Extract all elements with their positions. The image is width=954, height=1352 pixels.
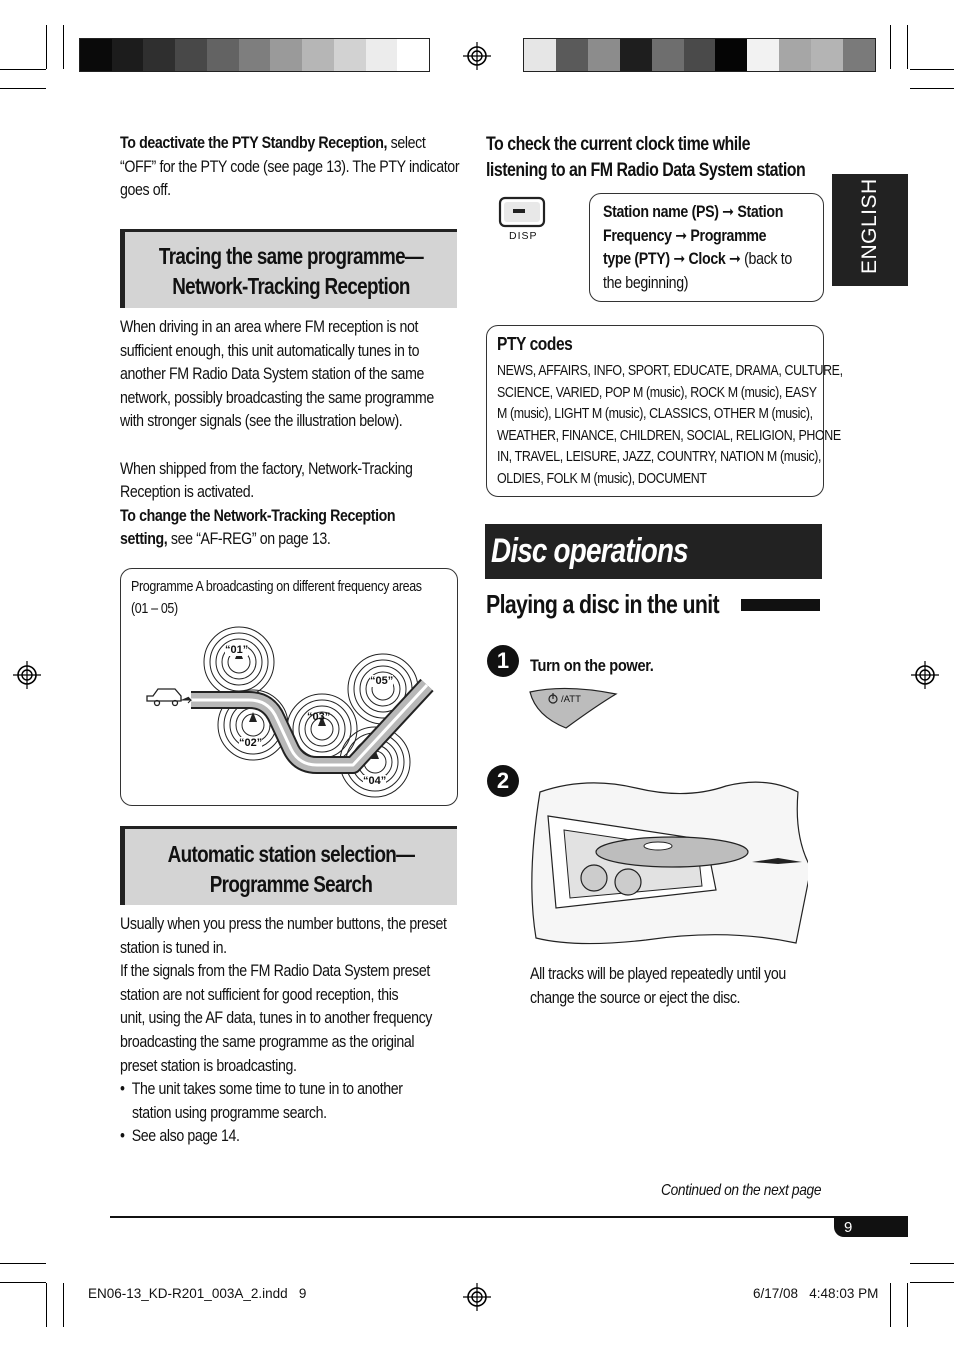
- bullet-text: station using programme search.: [132, 1103, 327, 1122]
- step-2-line: All tracks will be played repeatedly until you: [530, 965, 786, 983]
- pty-line: NEWS, AFFAIRS, INFO, SPORT, EDUCATE, DRAMA, CULTURE,: [497, 363, 843, 379]
- pty-line: OLDIES, FOLK M (music), DOCUMENT: [497, 470, 707, 487]
- title-rule: [741, 599, 820, 611]
- bullet-text: See also page 14.: [131, 1127, 240, 1146]
- change-setting-bold: To change the Network-Tracking Reception: [120, 506, 396, 525]
- body-line: If the signals from the FM Radio Data System preset: [120, 962, 430, 981]
- cycle-tail: the beginning): [603, 273, 689, 292]
- area-label: “01”: [225, 644, 249, 656]
- section-title: Automatic station selection—: [167, 841, 415, 867]
- color-patch: [588, 39, 620, 71]
- cycle-item: type (PTY): [603, 250, 670, 269]
- color-patch: [112, 39, 144, 71]
- color-patch: [302, 39, 334, 71]
- step-1-text-wrap: [530, 654, 674, 678]
- step-number: 1: [496, 648, 510, 673]
- clock-heading-line: To check the current clock time while: [486, 134, 750, 155]
- step-2-number: [487, 765, 519, 797]
- color-patch: [747, 39, 779, 71]
- english-side-tab: [832, 174, 908, 286]
- deactivate-text: goes off.: [120, 181, 171, 200]
- cycle-item: Clock: [688, 250, 726, 269]
- body-line: Reception is activated.: [120, 483, 254, 502]
- registration-mark-icon: [911, 661, 939, 689]
- section-heading-programme-search: [120, 826, 457, 905]
- power-att-button-icon: [526, 686, 620, 732]
- color-patch: [397, 39, 429, 71]
- pty-codes-box: [486, 325, 843, 497]
- color-patch: [843, 39, 875, 71]
- color-patch: [556, 39, 588, 71]
- color-bar-left: [79, 38, 430, 72]
- color-patch: [175, 39, 207, 71]
- playing-title: Playing a disc in the unit: [486, 589, 719, 619]
- body-line: network, possibly broadcasting the same programme: [120, 388, 434, 407]
- pty-line: IN, TRAVEL, LEISURE, JAZZ, COUNTRY, NATION M (music),: [497, 449, 822, 466]
- body-line: When shipped from the factory, Network-Tracking: [120, 459, 413, 478]
- programme-search-body: [120, 913, 465, 1149]
- change-setting-bold: setting,: [120, 530, 168, 549]
- body-line: station are not sufficient for good reception, this: [120, 985, 399, 1004]
- color-patch: [334, 39, 366, 71]
- color-patch: [366, 39, 398, 71]
- section-heading-network-tracking: [120, 229, 457, 308]
- step-2-text: [530, 963, 828, 1010]
- cycle-tail: (back to: [744, 250, 792, 269]
- footer-file: EN06-13_KD-R201_003A_2.indd 9: [88, 1286, 307, 1301]
- network-tracking-body: [120, 316, 465, 552]
- deactivate-bold: To deactivate the PTY Standby Reception,: [120, 134, 388, 152]
- cycle-item: Frequency: [603, 226, 672, 245]
- step-1-number: [487, 645, 519, 677]
- pty-title: PTY codes: [497, 333, 573, 354]
- color-patch: [207, 39, 239, 71]
- clock-heading-line: listening to an FM Radio Data System station: [486, 159, 806, 181]
- deactivate-paragraph: [120, 132, 465, 203]
- color-bar-right: [523, 38, 876, 72]
- footer-date: 6/17/08 4:48:03 PM: [753, 1286, 879, 1301]
- footer-rule: [110, 1216, 908, 1218]
- registration-mark-icon: [13, 661, 41, 689]
- area-01-circles: [204, 627, 274, 697]
- pty-line: M (music), LIGHT M (music), CLASSICS, OTHER M (music),: [497, 406, 813, 423]
- body-line: sufficient enough, this unit automatically tunes in to: [120, 341, 420, 360]
- bullet-item: • The unit takes some time to tune in to another: [120, 1080, 403, 1099]
- area-label: “03”: [307, 711, 331, 723]
- continued-wrap: [661, 1182, 847, 1200]
- deactivate-text: “OFF” for the PTY code (see page 13). The PTY indicator: [120, 157, 460, 176]
- step-2-line: change the source or eject the disc.: [530, 988, 741, 1007]
- bullet-text: The unit takes some time to tune in to another: [131, 1080, 403, 1099]
- body-line: unit, using the AF data, tunes in to another frequency: [120, 1009, 433, 1028]
- area-label: “04”: [363, 775, 387, 787]
- bullet-item: • See also page 14.: [120, 1127, 240, 1146]
- area-label: “02”: [239, 737, 263, 749]
- car-arrow: [181, 697, 191, 703]
- body-line: another FM Radio Data System station of the same: [120, 365, 425, 384]
- registration-mark-icon: [463, 42, 491, 70]
- cycle-item: Programme: [690, 226, 767, 245]
- area-label: “05”: [370, 675, 394, 687]
- registration-mark-icon: [463, 1283, 491, 1311]
- pty-line: WEATHER, FINANCE, CHILDREN, SOCIAL, RELIGION, PHONE: [497, 427, 841, 444]
- color-patch: [652, 39, 684, 71]
- section-title: Tracing the same programme—: [158, 243, 424, 269]
- step-1-text: Turn on the power.: [530, 656, 654, 675]
- illustration-caption: Programme A broadcasting on different frequency areas: [131, 579, 422, 595]
- playing-title-row: [486, 587, 770, 621]
- color-patch: [143, 39, 175, 71]
- body-line: Usually when you press the number buttons, the preset: [120, 915, 447, 933]
- color-patch: [239, 39, 271, 71]
- disp-button-icon: [498, 196, 546, 228]
- disc-operations-title: Disc operations: [491, 532, 688, 570]
- deactivate-text: select: [387, 134, 426, 152]
- disp-label: DISP: [509, 230, 538, 242]
- pty-line: SCIENCE, VARIED, POP M (music), ROCK M (music), EASY: [497, 384, 817, 401]
- display-cycle-box: Station name (PS) ➞ Station Frequency ➞ Programme type (PTY) ➞ Clock ➞ (back to the beginning): [589, 193, 824, 302]
- power-att-label: /ATT: [561, 694, 581, 705]
- continued-note: Continued on the next page: [661, 1182, 822, 1199]
- page-number-tab: [834, 1218, 908, 1237]
- body-line: When driving in an area where FM reception is not: [120, 318, 419, 336]
- cycle-item: Station name (PS): [603, 203, 719, 221]
- color-patch: [811, 39, 843, 71]
- body-line: broadcasting the same programme as the original: [120, 1032, 415, 1051]
- color-patch: [779, 39, 811, 71]
- color-patch: [80, 39, 112, 71]
- page-number: 9: [844, 1219, 853, 1236]
- color-patch: [270, 39, 302, 71]
- change-setting-text: see “AF-REG” on page 13.: [167, 530, 331, 549]
- color-patch: [524, 39, 556, 71]
- color-patch: [684, 39, 716, 71]
- section-title: Programme Search: [209, 871, 373, 897]
- car-icon: [147, 689, 181, 706]
- clock-heading: [486, 132, 866, 183]
- disc-operations-banner: [485, 524, 822, 579]
- cycle-item: Station: [737, 203, 784, 221]
- english-label: ENGLISH: [858, 178, 881, 274]
- network-tracking-illustration: [120, 568, 458, 806]
- body-line: with stronger signals (see the illustration below).: [120, 412, 403, 431]
- color-patch: [620, 39, 652, 71]
- body-line: preset station is broadcasting.: [120, 1056, 297, 1075]
- color-patch: [715, 39, 747, 71]
- illustration-caption: (01 – 05): [131, 600, 178, 617]
- section-title: Network-Tracking Reception: [172, 273, 410, 299]
- step-number: 2: [496, 768, 510, 793]
- disc-insert-illustration: [526, 778, 808, 950]
- body-line: station is tuned in.: [120, 938, 227, 957]
